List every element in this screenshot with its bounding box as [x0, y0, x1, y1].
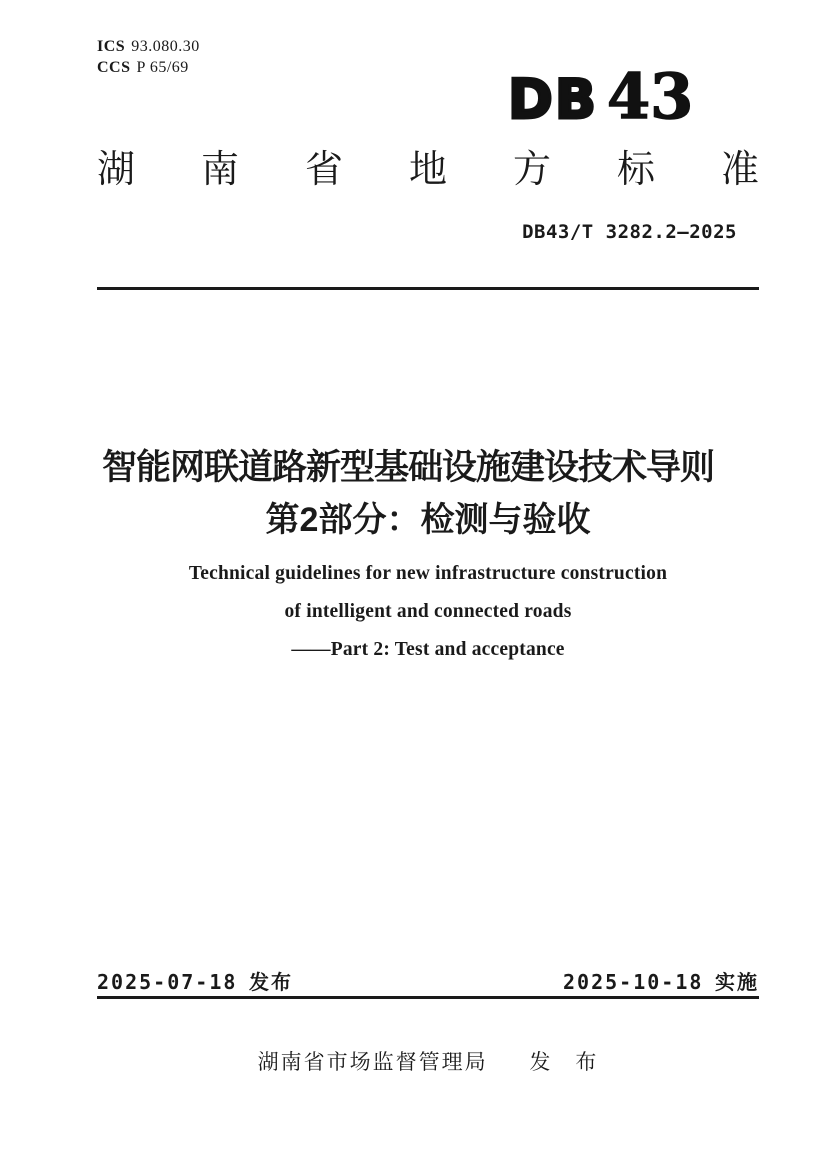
- ccs-label: CCS: [97, 59, 131, 76]
- implementation-date-group: [563, 966, 759, 995]
- db43-logo: [508, 60, 694, 133]
- title-en-block: [97, 563, 759, 677]
- implementation-date-label: 实施: [715, 972, 759, 994]
- header-divider-line: [97, 287, 759, 290]
- title-cn-line1: 智能网联道路新型基础设施建设技术导则: [101, 448, 714, 487]
- standard-category-title: 湖南省地方标准: [97, 149, 759, 191]
- title-en-line2: of intelligent and connected roads: [284, 601, 572, 622]
- publisher-row: [97, 1046, 759, 1076]
- ics-code-line: [97, 36, 200, 57]
- logo-region-code: 43: [606, 60, 694, 133]
- issue-date-label: 发布: [248, 972, 293, 994]
- footer-divider-line: [97, 996, 759, 999]
- implementation-date: 2025-10-18: [563, 970, 704, 994]
- ics-value: 93.080.30: [131, 38, 200, 55]
- ics-label: ICS: [97, 38, 126, 55]
- ccs-code-line: [97, 57, 200, 78]
- title-en-line3: ——Part 2: Test and acceptance: [291, 639, 565, 660]
- standard-number: DB43/T 3282.2—2025: [522, 221, 737, 243]
- title-en-line1: Technical guidelines for new infrastructure construction: [188, 563, 668, 584]
- classification-codes: [97, 36, 200, 78]
- publisher-name: 湖南省市场监督管理局: [257, 1051, 488, 1074]
- title-cn-line2: 第2部分：检测与验收: [265, 501, 591, 539]
- ccs-value: P 65/69: [136, 59, 189, 76]
- publish-action-label: 发 布: [529, 1051, 599, 1074]
- logo-db-prefix: DB: [508, 68, 598, 131]
- issue-date: 2025-07-18: [97, 970, 238, 994]
- issue-date-group: [97, 966, 293, 995]
- dates-row: [97, 966, 759, 995]
